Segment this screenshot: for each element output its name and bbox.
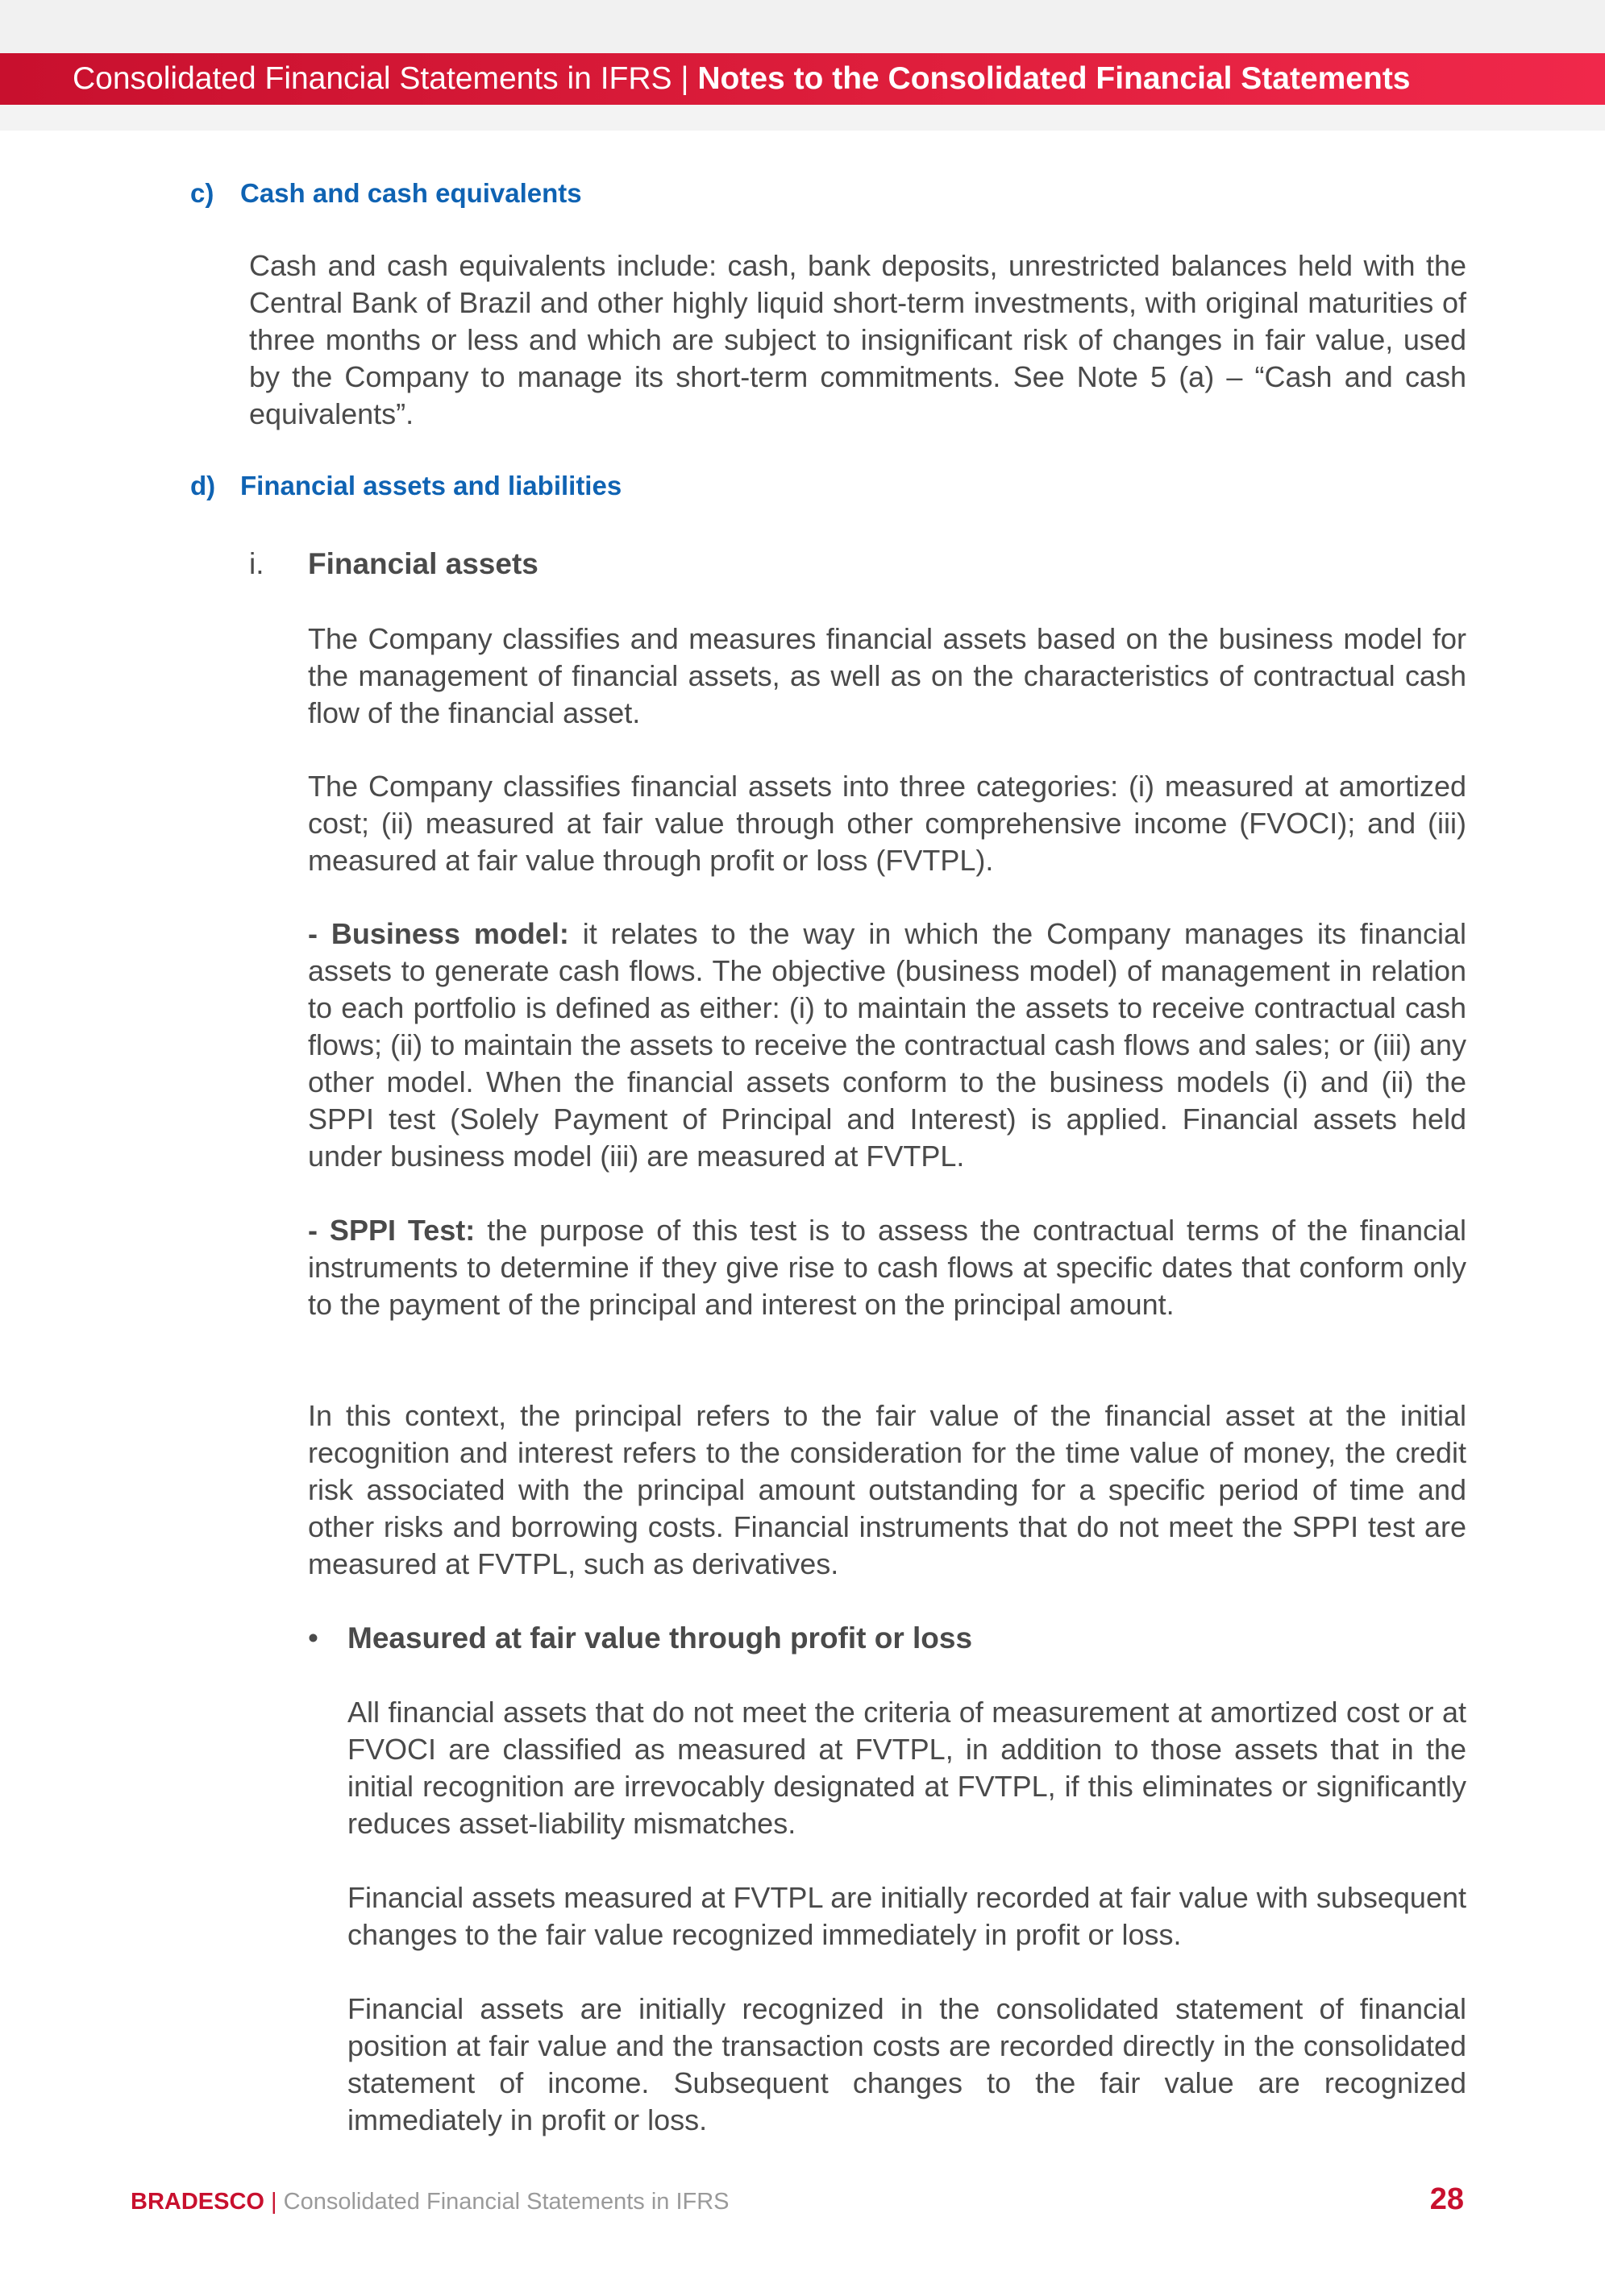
footer-brand: BRADESCO [131,2189,264,2215]
footer-separator: | [271,2189,277,2215]
fvtpl-paragraph-2: Financial assets measured at FVTPL are initially recorded at fair value with subsequent changes to the fair value recognized immediately in profit or loss. [347,1881,1466,1951]
header-section-title: Notes to the Consolidated Financial Statements [697,61,1411,96]
financial-assets-paragraph-1: The Company classifies and measures financial assets based on the business model for the management of financial assets, as well as on the characteristics of contractual cash flow of the financial asset. [308,622,1466,729]
business-model-text: it relates to the way in which the Company manages its financial assets to generate cash flows. The objective (business model) of management in relation to each portfolio is defined as either: (i) to maintain the assets to receive contractual cash flows; (ii) to maintain the assets to receive the contractual cash flows and sales; or (iii) any other model. When the financial assets conform to the business models (i) and (ii) the SPPI test (Solely Payment of Principal and Interest) is applied. Financial assets held under business model (iii) are measured at FVTPL. [308,917,1466,1173]
business-model-paragraph [308,915,1466,1175]
business-model-term: - Business model: [308,917,569,950]
page-header [0,53,1605,105]
subsection-i-title: Financial assets [308,547,538,580]
top-strip [0,0,1605,53]
sppi-test-paragraph [308,1212,1466,1323]
section-c-title: Cash and cash equivalents [240,178,582,208]
header-separator: | [680,61,689,96]
sppi-text: the purpose of this test is to assess the contractual terms of the financial instruments to determine if they give rise to cash flows at specific dates that conform only to the payment of the principal and interest on the principal amount. [308,1214,1466,1321]
footer-text: Consolidated Financial Statements in IFRS [283,2189,730,2215]
section-c-letter: c) [190,178,214,208]
header-underbar [0,105,1605,131]
fvtpl-paragraph-1: All financial assets that do not meet the criteria of measurement at amortized cost or at FVOCI are classified as measured at FVTPL, in addition to those assets that in the initial recognition are irrevocably designated at FVTPL, if this eliminates or significantly reduces asset-liability mismatches. [347,1696,1466,1840]
subsection-i-numeral: i. [249,547,264,580]
context-paragraph: In this context, the principal refers to the fair value of the financial asset at the initial recognition and interest refers to the consideration for the time value of money, the credit risk associated with the principal amount outstanding for a specific period of time and other risks and borrowing costs. Financial instruments that do not meet the SPPI test are measured at FVTPL, such as derivatives. [308,1399,1466,1580]
page-number: 28 [1429,2182,1464,2216]
section-c-paragraph: Cash and cash equivalents include: cash, bank deposits, unrestricted balances held with the Central Bank of Brazil and other highly liquid short-term investments, with original maturities of three months or less and which are subject to insignificant risk of changes in fair value, used by the Company to manage its short-term commitments. See Note 5 (a) – “Cash and cash equivalents”. [249,249,1466,430]
financial-assets-paragraph-2: The Company classifies financial assets into three categories: (i) measured at amortized cost; (ii) measured at fair value through other comprehensive income (FVOCI); and (iii) measured at fair value through profit or loss (FVTPL). [308,770,1466,877]
fvtpl-paragraph-3: Financial assets are initially recognized in the consolidated statement of financial position at fair value and the transaction costs are recorded directly in the consolidated statement of income. Subsequent changes to the fair value are recognized immediately in profit or loss. [347,1992,1466,2136]
page-footer [131,2186,730,2218]
fvtpl-bullet-title: Measured at fair value through profit or loss [347,1621,973,1655]
bullet-icon: • [308,1621,318,1655]
section-d-title: Financial assets and liabilities [240,471,622,500]
header-doc-title: Consolidated Financial Statements in IFRS [73,61,672,96]
sppi-term: - SPPI Test: [308,1214,476,1247]
section-d-letter: d) [190,471,216,500]
